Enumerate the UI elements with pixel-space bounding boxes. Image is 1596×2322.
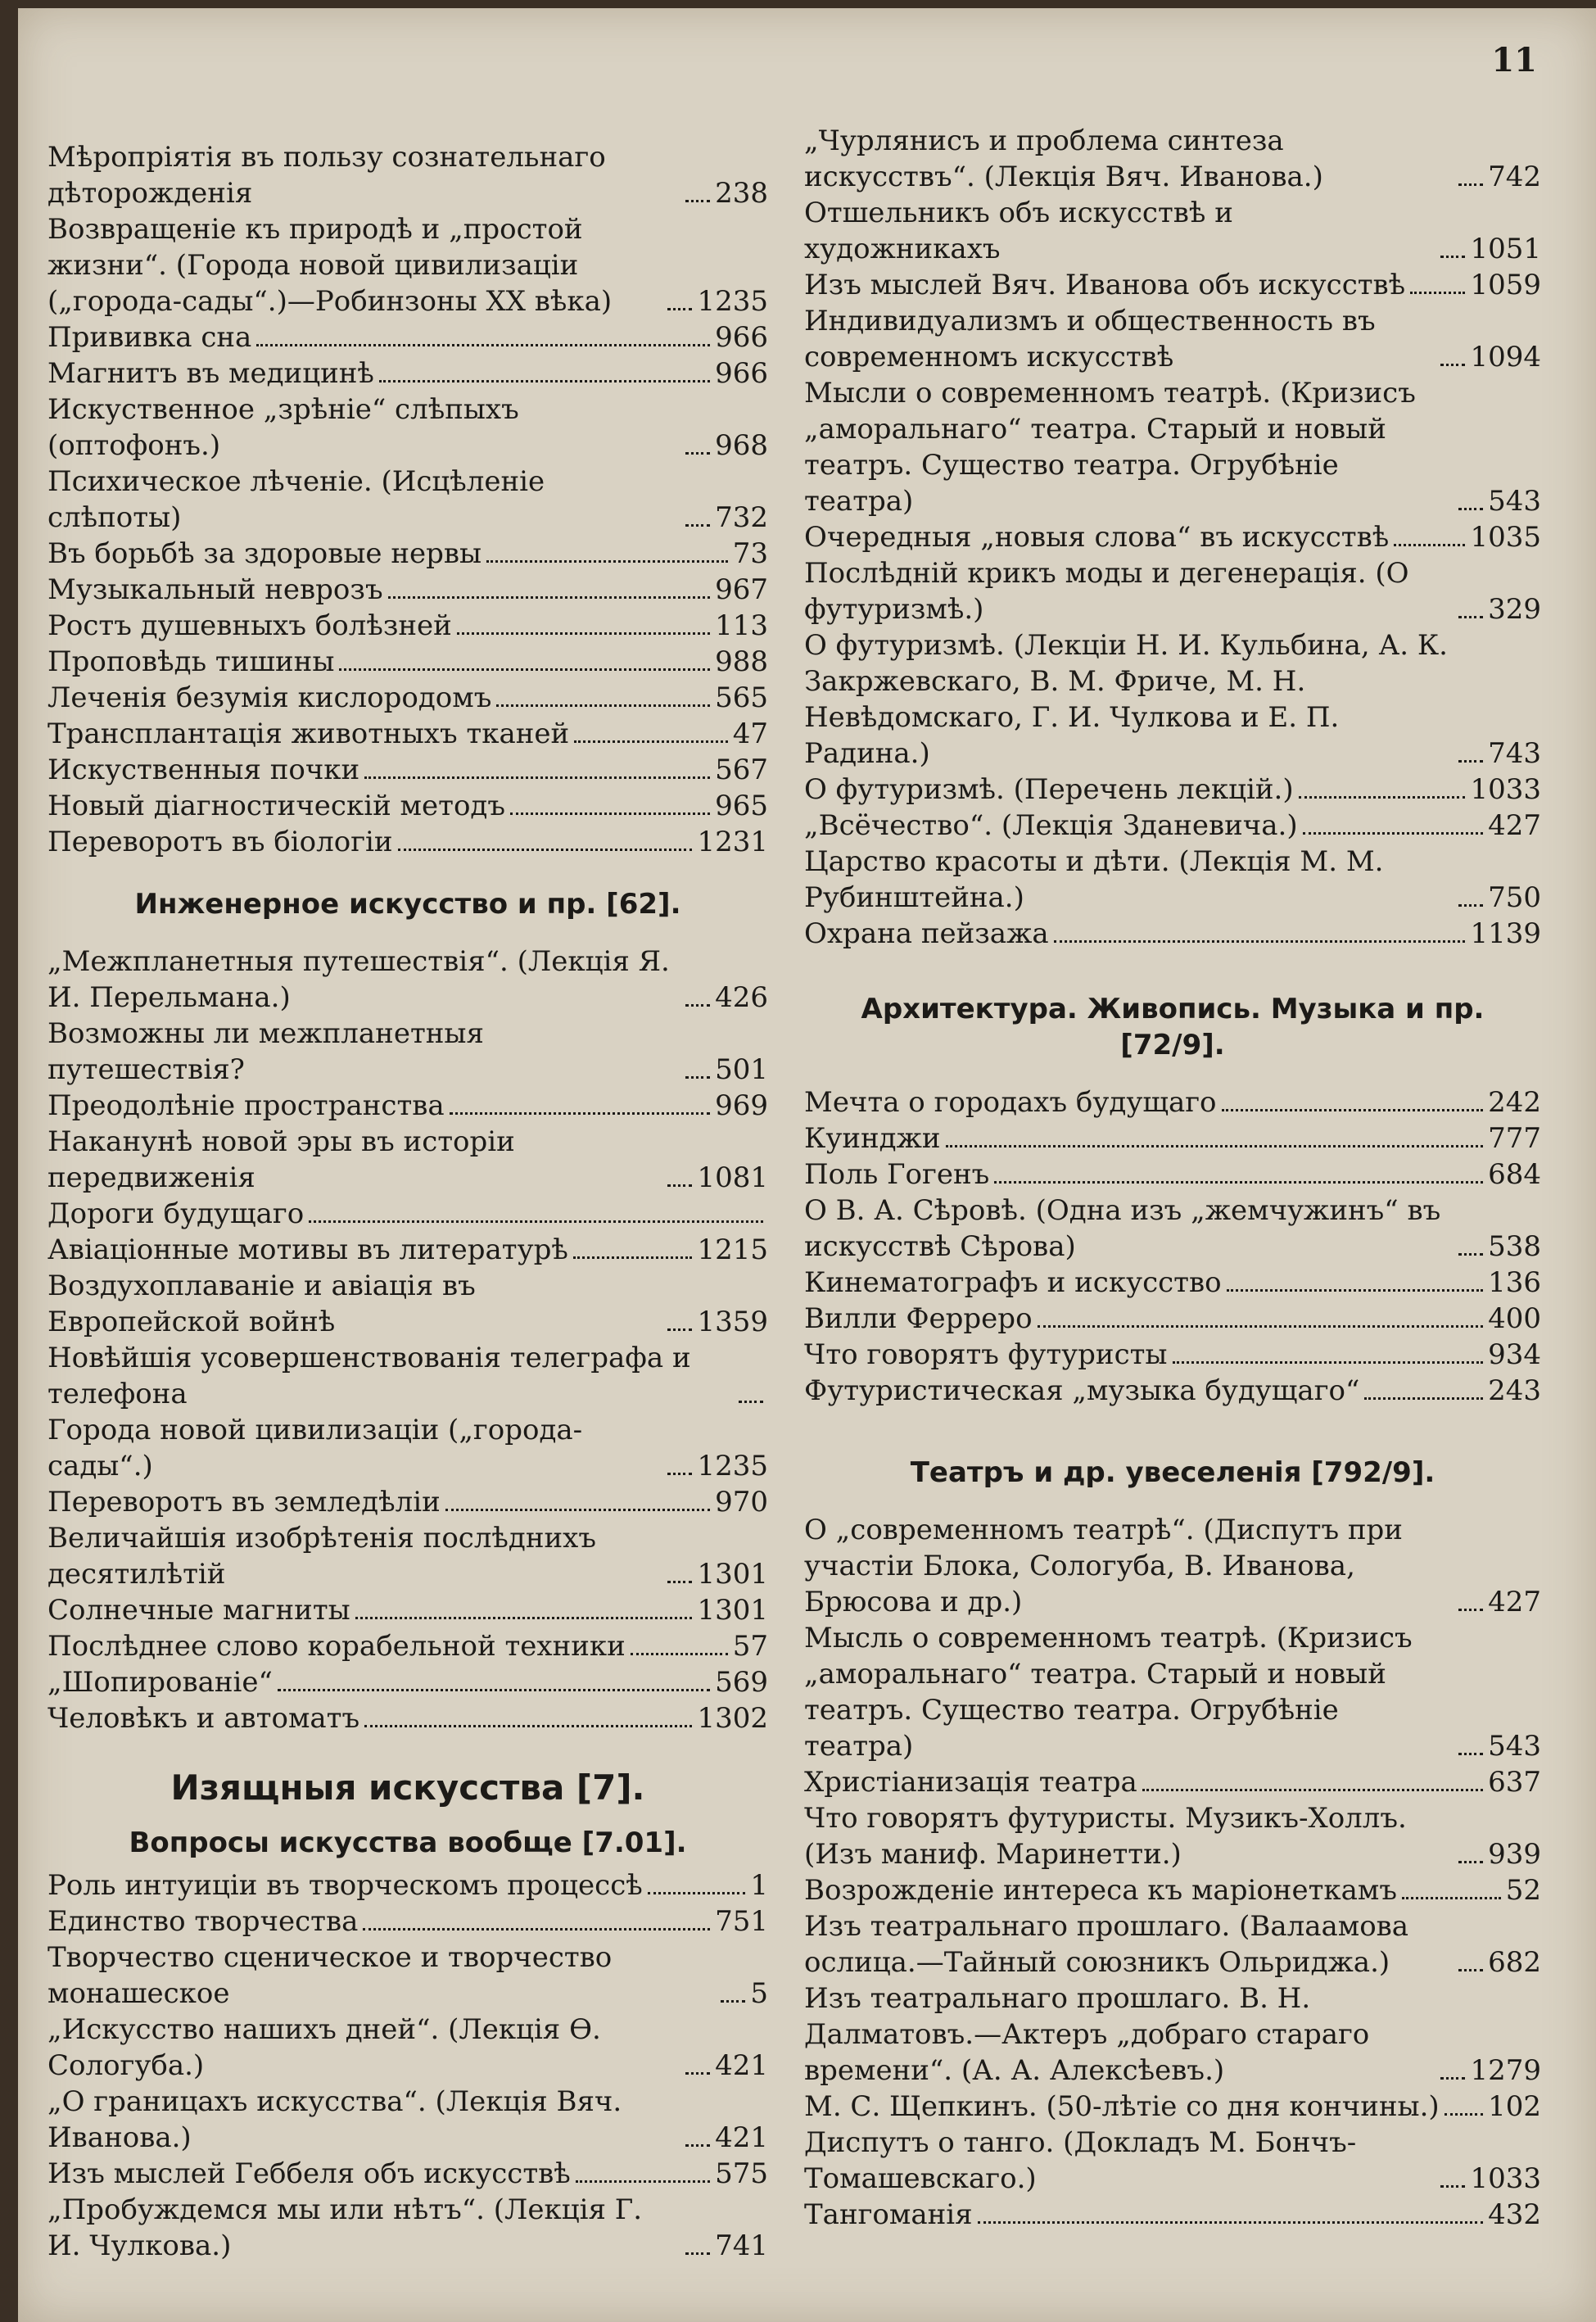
entry-title: Преодолѣніе пространства xyxy=(47,1089,445,1122)
entry-page-number: 432 xyxy=(1488,2198,1541,2231)
entry-page-number: 1301 xyxy=(697,1594,768,1627)
section-heading-art-questions: Вопросы искусства вообще [7.01]. xyxy=(129,1826,687,1859)
entry-title: Охрана пейзажа xyxy=(804,917,1049,950)
dot-leader xyxy=(685,2144,710,2147)
index-entry xyxy=(47,2192,768,2264)
dot-leader xyxy=(685,452,710,455)
entry-page-number: 970 xyxy=(715,1486,768,1519)
dot-leader xyxy=(1142,1789,1483,1791)
entry-page-number: 1215 xyxy=(697,1233,768,1266)
entry-page-number: 543 xyxy=(1488,1730,1541,1763)
index-entry xyxy=(47,1903,768,1940)
entry-page-number: 47 xyxy=(732,717,768,750)
entry-list xyxy=(804,1512,1541,2233)
entry-title: О В. А. Сѣровѣ. (Одна изъ „жемчужинъ“ въ искусствѣ Сѣрова) xyxy=(804,1194,1441,1263)
entry-title: „Всёчество“. (Лекція Зданевича.) xyxy=(804,809,1298,842)
dot-leader xyxy=(450,1112,710,1115)
index-entry xyxy=(47,1268,768,1340)
index-entry xyxy=(47,752,768,788)
entry-title: Изъ мыслей Геббеля объ искусствѣ xyxy=(47,2157,571,2190)
index-entry xyxy=(804,1980,1541,2089)
index-entry xyxy=(47,2156,768,2192)
entry-page-number: 1359 xyxy=(697,1306,768,1338)
entry-title: „Пробуждемся мы или нѣтъ“. (Лекція Г. И. Чулкова.) xyxy=(47,2193,643,2262)
entry-title: Дороги будущаго xyxy=(47,1197,305,1230)
dot-leader xyxy=(1410,292,1465,294)
entry-title: Авіаціонные мотивы въ литературѣ xyxy=(47,1233,568,1266)
entry-page-number: 426 xyxy=(715,981,768,1014)
entry-page-number: 1302 xyxy=(697,1702,768,1735)
index-entry xyxy=(47,1340,768,1412)
index-entry xyxy=(804,2089,1541,2125)
index-entry xyxy=(47,824,768,860)
entry-page-number: 1139 xyxy=(1470,917,1541,950)
entry-page-number: 966 xyxy=(715,321,768,354)
index-entry xyxy=(47,1940,768,2012)
entry-title: Изъ мыслей Вяч. Иванова объ искусствѣ xyxy=(804,269,1406,301)
section-heading-theatre: Театръ и др. увеселенія [792/9]. xyxy=(910,1456,1435,1489)
dot-leader xyxy=(648,1892,746,1894)
entry-title: Мысль о современномъ театрѣ. (Кризисъ „аморальнаго“ театра. Старый и новый театръ. Существо театра. Огрубѣніе театра) xyxy=(804,1622,1413,1763)
entry-title: Магнитъ въ медицинѣ xyxy=(47,357,374,390)
index-entry xyxy=(47,319,768,355)
entry-title: Послѣдній крикъ моды и дегенерація. (О футуризмѣ.) xyxy=(804,557,1409,626)
entry-title: Прививка сна xyxy=(47,321,252,354)
index-entry xyxy=(47,1628,768,1664)
section-heading-engineering: Инженерное искусство и пр. [62]. xyxy=(134,888,681,921)
entry-page-number: 732 xyxy=(715,501,768,534)
entry-page-number: 1 xyxy=(750,1869,768,1902)
index-entry xyxy=(804,772,1541,808)
entry-title: Солнечные магниты xyxy=(47,1594,350,1627)
entry-title: Поль Гогенъ xyxy=(804,1158,990,1191)
entry-title: Что говорятъ футуристы xyxy=(804,1338,1168,1371)
entry-page-number: 427 xyxy=(1488,1586,1541,1618)
entry-page-number: 939 xyxy=(1488,1838,1541,1871)
dot-leader xyxy=(573,1256,693,1259)
entry-page-number: 238 xyxy=(715,177,768,210)
dot-leader xyxy=(576,2180,710,2183)
index-entry xyxy=(47,1484,768,1520)
dot-leader xyxy=(685,1076,710,1079)
entry-title: Мечта о городахъ будущаго xyxy=(804,1086,1217,1119)
entry-title: Тангоманія xyxy=(804,2198,973,2231)
index-entry xyxy=(804,195,1541,267)
dot-leader xyxy=(1458,508,1483,510)
entry-title: Искуственное „зрѣніе“ слѣпыхъ (оптофонъ.) xyxy=(47,393,519,462)
entry-page-number: 242 xyxy=(1488,1086,1541,1119)
entry-title: Футуристическая „музыка будущаго“ xyxy=(804,1374,1360,1407)
entry-title: Въ борьбѣ за здоровые нервы xyxy=(47,537,482,570)
entry-title: Возвращеніе къ природѣ и „простой жизни“. (Города новой цивилизаціи („города-сады“.)—Робинзоны XX вѣка) xyxy=(47,213,613,318)
dot-leader xyxy=(631,1653,728,1655)
index-entry xyxy=(804,1800,1541,1872)
entry-title: Индивидуализмъ и общественность въ современномъ искусствѣ xyxy=(804,305,1376,373)
entry-title: Диспутъ о танго. (Докладъ М. Бончъ-Томашевскаго.) xyxy=(804,2126,1357,2195)
dot-leader xyxy=(379,380,710,382)
index-entry xyxy=(47,1664,768,1700)
dot-leader xyxy=(364,776,710,779)
entry-page-number: 243 xyxy=(1488,1374,1541,1407)
index-entry xyxy=(47,139,768,211)
index-entry xyxy=(804,844,1541,916)
dot-leader xyxy=(309,1220,763,1223)
index-entry xyxy=(47,1016,768,1088)
entry-page-number: 569 xyxy=(715,1666,768,1699)
index-entry xyxy=(804,1512,1541,1620)
dot-leader xyxy=(667,1473,692,1475)
dot-leader xyxy=(1054,940,1466,943)
dot-leader xyxy=(256,344,710,346)
index-entry xyxy=(804,627,1541,772)
index-entry xyxy=(47,392,768,464)
entry-title: О футуризмѣ. (Перечень лекцій.) xyxy=(804,773,1294,806)
entry-title: Царство красоты и дѣти. (Лекція М. М. Рубинштейна.) xyxy=(804,845,1384,914)
index-entry xyxy=(47,1124,768,1196)
dot-leader xyxy=(739,1401,763,1403)
entry-page-number: 934 xyxy=(1488,1338,1541,1371)
dot-leader xyxy=(721,2000,745,2003)
index-entry xyxy=(47,1196,768,1232)
entry-title: О футуризмѣ. (Лекціи Н. И. Кульбина, А. К. Закржевскаго, В. М. Фриче, М. Н. Невѣдомскаго, Г. И. Чулкова и Е. П. Радина.) xyxy=(804,629,1448,770)
index-entry xyxy=(47,464,768,536)
entry-page-number: 968 xyxy=(715,429,768,462)
dot-leader xyxy=(388,596,711,599)
dot-leader xyxy=(685,200,710,202)
entry-page-number: 1235 xyxy=(697,1450,768,1482)
entry-page-number: 329 xyxy=(1488,593,1541,626)
index-entry xyxy=(47,355,768,392)
index-entry xyxy=(804,1120,1541,1156)
right-column xyxy=(804,123,1541,2233)
dot-leader xyxy=(1458,1609,1483,1611)
index-entry xyxy=(47,716,768,752)
dot-leader xyxy=(1394,544,1465,546)
index-entry xyxy=(47,536,768,572)
index-entry xyxy=(804,1084,1541,1120)
dot-leader xyxy=(1458,760,1483,763)
entry-page-number: 1279 xyxy=(1470,2054,1541,2087)
dot-leader xyxy=(496,704,710,707)
index-entry xyxy=(804,1373,1541,1409)
section-heading-fine-arts: Изящныя искусства [7]. xyxy=(170,1768,645,1808)
entry-list xyxy=(47,139,768,860)
index-entry xyxy=(47,1412,768,1484)
dot-leader xyxy=(445,1509,710,1511)
index-entry xyxy=(804,2125,1541,2197)
index-entry xyxy=(804,303,1541,375)
dot-leader xyxy=(1364,1397,1483,1400)
entry-page-number: 1081 xyxy=(697,1161,768,1194)
index-entry xyxy=(804,2197,1541,2233)
entry-page-number: 966 xyxy=(715,357,768,390)
index-entry xyxy=(47,1867,768,1903)
entry-page-number: 1059 xyxy=(1470,269,1541,301)
entry-title: Единство творчества xyxy=(47,1905,359,1938)
dot-leader xyxy=(1440,2185,1465,2188)
entry-title: Трансплантація животныхъ тканей xyxy=(47,717,570,750)
entry-page-number: 777 xyxy=(1488,1122,1541,1155)
index-entry xyxy=(47,211,768,319)
entry-title: Роль интуиціи въ творческомъ процессѣ xyxy=(47,1869,643,1902)
dot-leader xyxy=(667,1328,692,1331)
dot-leader xyxy=(510,812,710,815)
index-entry xyxy=(804,1193,1541,1265)
index-entry xyxy=(47,788,768,824)
entry-title: „Искусство нашихъ дней“. (Лекція Ѳ. Сологуба.) xyxy=(47,2013,601,2082)
dot-leader xyxy=(364,1725,692,1727)
dot-leader xyxy=(994,1181,1483,1184)
dot-leader xyxy=(667,1184,692,1187)
dot-leader xyxy=(1227,1289,1484,1292)
index-entry xyxy=(804,123,1541,195)
entry-page-number: 113 xyxy=(715,609,768,642)
entry-title: Куинджи xyxy=(804,1122,941,1155)
index-entry xyxy=(47,944,768,1016)
entry-page-number: 136 xyxy=(1488,1266,1541,1299)
entry-title: Психическое лѣченіе. (Исцѣленіе слѣпоты) xyxy=(47,465,545,534)
entry-title: Человѣкъ и автоматъ xyxy=(47,1702,360,1735)
dot-leader xyxy=(1440,364,1465,366)
entry-page-number: 637 xyxy=(1488,1766,1541,1799)
entry-title: „Чурлянисъ и проблема синтеза искусствъ“. (Лекція Вяч. Иванова.) xyxy=(804,124,1323,193)
entry-page-number: 421 xyxy=(715,2049,768,2082)
entry-title: Наканунѣ новой эры въ исторіи передвиженія xyxy=(47,1125,515,1194)
entry-title: Послѣднее слово корабельной техники xyxy=(47,1630,626,1663)
entry-page-number: 969 xyxy=(715,1089,768,1122)
index-entry xyxy=(47,680,768,716)
entry-title: Мѣропріятія въ пользу сознательнаго дѣторожденія xyxy=(47,141,606,210)
entry-list xyxy=(47,1867,768,2264)
index-entry xyxy=(804,1265,1541,1301)
entry-page-number: 421 xyxy=(715,2121,768,2154)
index-entry xyxy=(47,1088,768,1124)
index-entry xyxy=(47,608,768,644)
dot-leader xyxy=(1458,904,1483,907)
entry-page-number: 967 xyxy=(715,573,768,606)
entry-title: Переворотъ въ біологіи xyxy=(47,826,393,858)
index-entry xyxy=(804,555,1541,627)
dot-leader xyxy=(1458,1861,1483,1863)
entry-page-number: 1035 xyxy=(1470,521,1541,554)
entry-page-number: 1033 xyxy=(1470,773,1541,806)
index-entry xyxy=(804,1301,1541,1337)
entry-title: Творчество сценическое и творчество монашеское xyxy=(47,1941,613,2010)
dot-leader xyxy=(278,1689,710,1691)
entry-title: Кинематографъ и искусство xyxy=(804,1266,1222,1299)
entry-list xyxy=(804,123,1541,952)
dot-leader xyxy=(685,2252,710,2255)
entry-page-number: 741 xyxy=(715,2229,768,2262)
entry-page-number: 501 xyxy=(715,1053,768,1086)
entry-page-number: 682 xyxy=(1488,1946,1541,1979)
entry-title: Ростъ душевныхъ болѣзней xyxy=(47,609,452,642)
entry-page-number: 1094 xyxy=(1470,341,1541,373)
dot-leader xyxy=(1458,616,1483,618)
entry-title: Искуственныя почки xyxy=(47,754,360,786)
index-entry xyxy=(804,1337,1541,1373)
entry-list xyxy=(804,1084,1541,1409)
dot-leader xyxy=(667,1581,692,1583)
dot-leader xyxy=(1038,1325,1484,1328)
index-entry xyxy=(804,1908,1541,1980)
entry-page-number: 567 xyxy=(715,754,768,786)
dot-leader xyxy=(1303,832,1483,835)
dot-leader xyxy=(339,668,710,671)
entry-title: Проповѣдь тишины xyxy=(47,645,335,678)
page-number: 11 xyxy=(1491,41,1537,79)
index-entry xyxy=(804,375,1541,519)
left-column xyxy=(47,139,768,2264)
dot-leader xyxy=(685,2072,710,2075)
index-entry xyxy=(47,1520,768,1592)
entry-title: Музыкальный неврозъ xyxy=(47,573,383,606)
entry-title: Новый діагностическій методъ xyxy=(47,790,505,822)
dot-leader xyxy=(363,1928,710,1930)
index-entry xyxy=(47,1232,768,1268)
entry-page-number: 1231 xyxy=(697,826,768,858)
entry-page-number: 102 xyxy=(1488,2090,1541,2123)
entry-title: „О границахъ искусства“. (Лекція Вяч. Иванова.) xyxy=(47,2085,622,2154)
index-entry xyxy=(47,1700,768,1736)
entry-title: Что говорятъ футуристы. Музикъ-Холлъ. (Изъ маниф. Маринетти.) xyxy=(804,1802,1407,1871)
entry-title: „Межпланетныя путешествія“. (Лекція Я. И. Перельмана.) xyxy=(47,945,670,1014)
entry-page-number: 565 xyxy=(715,681,768,714)
entry-title: Отшельникъ объ искусствѣ и художникахъ xyxy=(804,197,1233,265)
index-entry xyxy=(804,808,1541,844)
entry-page-number: 400 xyxy=(1488,1302,1541,1335)
dot-leader xyxy=(1440,256,1465,258)
index-entry xyxy=(804,1764,1541,1800)
dot-leader xyxy=(685,1004,710,1007)
index-entry xyxy=(47,2084,768,2156)
entry-page-number: 538 xyxy=(1488,1230,1541,1263)
entry-title: Возрожденіе интереса къ маріонеткамъ xyxy=(804,1874,1397,1907)
dot-leader xyxy=(685,524,710,527)
entry-page-number: 988 xyxy=(715,645,768,678)
dot-leader xyxy=(486,560,728,563)
entry-page-number: 73 xyxy=(732,537,768,570)
entry-title: Воздухоплаваніе и авіація въ Европейской войнѣ xyxy=(47,1270,476,1338)
index-entry xyxy=(47,644,768,680)
entry-page-number: 965 xyxy=(715,790,768,822)
index-entry xyxy=(804,267,1541,303)
entry-title: Города новой цивилизаціи („города-сады“.) xyxy=(47,1414,583,1482)
entry-title: Очередныя „новыя слова“ въ искусствѣ xyxy=(804,521,1390,554)
dot-leader xyxy=(1402,1897,1501,1899)
index-entry xyxy=(804,519,1541,555)
index-entry xyxy=(47,2012,768,2084)
dot-leader xyxy=(1299,796,1466,799)
entry-title: Переворотъ въ земледѣліи xyxy=(47,1486,441,1519)
index-entry xyxy=(804,1156,1541,1193)
entry-title: Вилли Ферреро xyxy=(804,1302,1033,1335)
dot-leader xyxy=(1458,1253,1483,1256)
entry-page-number: 1051 xyxy=(1470,233,1541,265)
entry-list xyxy=(47,944,768,1736)
entry-page-number: 743 xyxy=(1488,737,1541,770)
section-heading-architecture: Архитектура. Живопись. Музыка и пр. [72/9]. xyxy=(861,993,1485,1061)
entry-title: Величайшія изобрѣтенія послѣднихъ десятилѣтій xyxy=(47,1522,596,1591)
entry-page-number: 742 xyxy=(1488,161,1541,193)
entry-page-number: 751 xyxy=(715,1905,768,1938)
dot-leader xyxy=(667,308,692,310)
dot-leader xyxy=(457,632,710,635)
entry-page-number: 543 xyxy=(1488,485,1541,518)
entry-title: Возможны ли межпланетныя путешествія? xyxy=(47,1017,484,1086)
dot-leader xyxy=(1440,2077,1465,2080)
entry-page-number: 1301 xyxy=(697,1558,768,1591)
dot-leader xyxy=(978,2221,1484,2224)
entry-title: М. С. Щепкинъ. (50-лѣтіе со дня кончины.) xyxy=(804,2090,1440,2123)
entry-page-number: 5 xyxy=(750,1977,768,2010)
entry-page-number: 1235 xyxy=(697,285,768,318)
entry-page-number: 57 xyxy=(732,1630,768,1663)
dot-leader xyxy=(1173,1361,1484,1364)
entry-title: Леченія безумія кислородомъ xyxy=(47,681,492,714)
index-entry xyxy=(804,1620,1541,1764)
dot-leader xyxy=(1222,1109,1484,1111)
entry-title: Изъ театральнаго прошлаго. В. Н. Далматовъ.—Актеръ „добраго стараго времени“. (А. А. Алексѣевъ.) xyxy=(804,1982,1370,2087)
book-page xyxy=(18,8,1596,2322)
entry-title: Изъ театральнаго прошлаго. (Валаамова ослица.—Тайный союзникъ Ольриджа.) xyxy=(804,1910,1409,1979)
entry-title: О „современномъ театрѣ“. (Диспутъ при участіи Блока, Сологуба, В. Иванова, Брюсова и др.) xyxy=(804,1514,1403,1618)
entry-page-number: 52 xyxy=(1505,1874,1541,1907)
dot-leader xyxy=(946,1145,1484,1147)
dot-leader xyxy=(574,740,728,743)
dot-leader xyxy=(355,1617,693,1619)
entry-title: „Шопированіе“ xyxy=(47,1666,273,1699)
entry-page-number: 1033 xyxy=(1470,2162,1541,2195)
dot-leader xyxy=(1458,1969,1483,1971)
dot-leader xyxy=(398,849,693,851)
entry-page-number: 750 xyxy=(1488,881,1541,914)
dot-leader xyxy=(1458,1753,1483,1755)
entry-page-number: 684 xyxy=(1488,1158,1541,1191)
index-entry xyxy=(47,1592,768,1628)
index-entry xyxy=(47,572,768,608)
entry-title: Христіанизація театра xyxy=(804,1766,1137,1799)
entry-page-number: 427 xyxy=(1488,809,1541,842)
entry-page-number: 575 xyxy=(715,2157,768,2190)
dot-leader xyxy=(1458,183,1483,186)
dot-leader xyxy=(1445,2113,1483,2116)
index-entry xyxy=(804,916,1541,952)
index-entry xyxy=(804,1872,1541,1908)
entry-title: Мысли о современномъ театрѣ. (Кризисъ „аморальнаго“ театра. Старый и новый театръ. Существо театра. Огрубѣніе театра) xyxy=(804,377,1416,518)
entry-title: Новѣйшія усовершенствованія телеграфа и телефона xyxy=(47,1342,691,1410)
